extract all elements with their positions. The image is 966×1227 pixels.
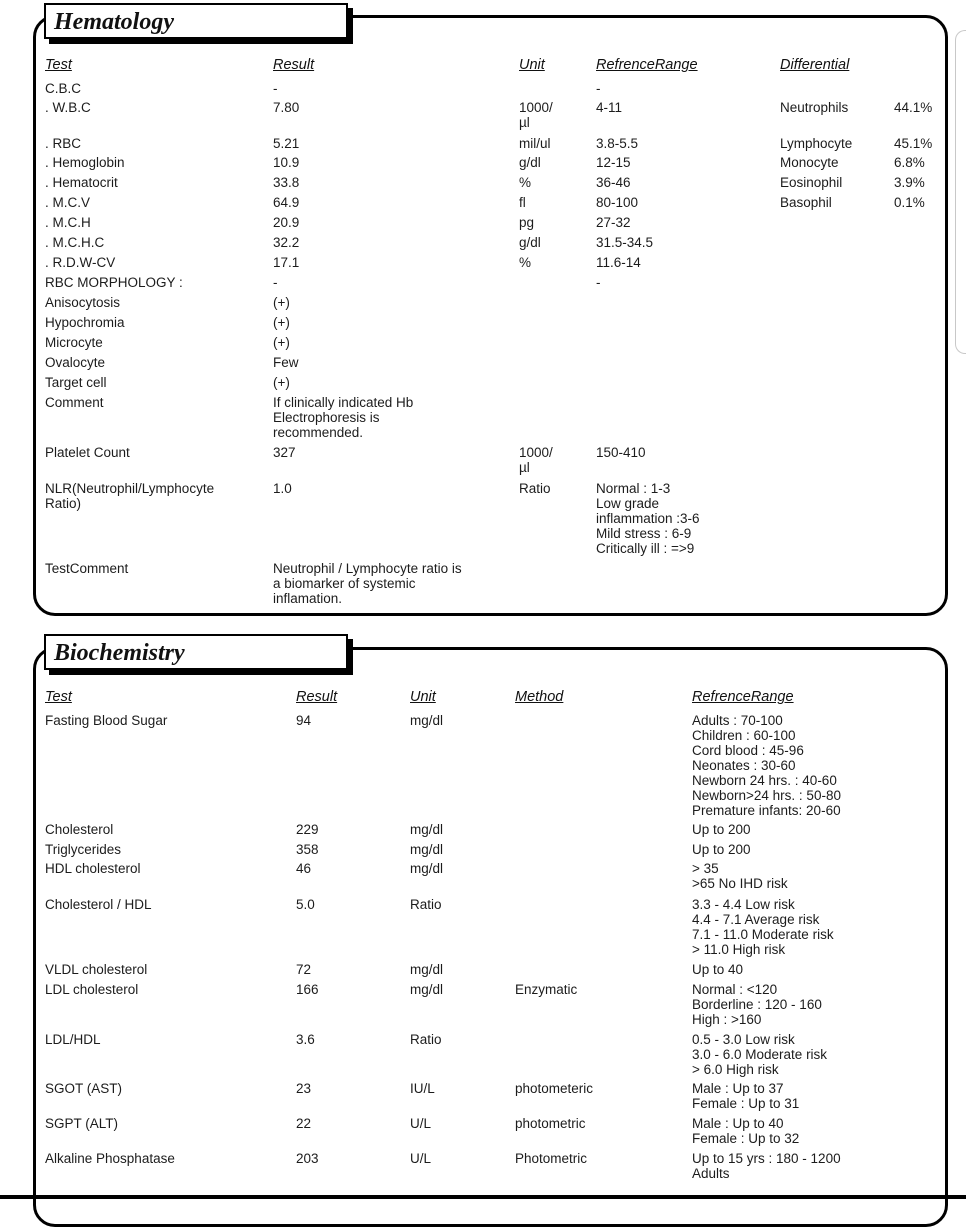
test-unit: 1000/ µl: [519, 100, 553, 130]
differential-name: Lymphocyte: [780, 136, 853, 151]
test-result: 166: [296, 982, 319, 997]
test-name: NLR(Neutrophil/Lymphocyte Ratio): [45, 481, 215, 511]
test-range: 12-15: [596, 155, 631, 170]
test-result: 5.0: [296, 897, 315, 912]
test-range: Male : Up to 40 Female : Up to 32: [692, 1116, 800, 1146]
test-range: 4-11: [596, 100, 623, 115]
test-result: 358: [296, 842, 319, 857]
test-name: HDL cholesterol: [45, 861, 141, 876]
test-unit: mg/dl: [410, 861, 444, 876]
test-method: photometeric: [515, 1081, 594, 1096]
test-name: . M.C.H: [45, 215, 91, 230]
test-unit: fl: [519, 195, 526, 210]
test-name: Triglycerides: [45, 842, 122, 857]
bottom-edge-divider: [0, 1195, 966, 1199]
test-result: If clinically indicated Hb Electrophoresis is recommended.: [273, 395, 414, 440]
test-result: -: [273, 275, 278, 290]
test-name: Hypochromia: [45, 315, 125, 330]
test-name: LDL cholesterol: [45, 982, 139, 997]
test-unit: mg/dl: [410, 842, 444, 857]
test-unit: g/dl: [519, 155, 541, 170]
test-unit: Ratio: [410, 897, 442, 912]
test-result: 33.8: [273, 175, 300, 190]
test-result: 20.9: [273, 215, 300, 230]
test-result: 94: [296, 713, 312, 728]
test-unit: mg/dl: [410, 962, 444, 977]
test-result: 22: [296, 1116, 312, 1131]
differential-name: Monocyte: [780, 155, 839, 170]
test-result: 17.1: [273, 255, 300, 270]
test-name: . M.C.H.C: [45, 235, 105, 250]
test-unit: mg/dl: [410, 822, 444, 837]
test-unit: IU/L: [410, 1081, 435, 1096]
test-name: Anisocytosis: [45, 295, 121, 310]
bio-header-result: Result: [296, 689, 338, 705]
test-range: 3.3 - 4.4 Low risk 4.4 - 7.1 Average risk 7.1 - 11.0 Moderate risk > 11.0 High risk: [692, 897, 834, 957]
test-unit: %: [519, 255, 532, 270]
differential-value: 0.1%: [894, 195, 925, 210]
test-name: . Hemoglobin: [45, 155, 125, 170]
test-range: 36-46: [596, 175, 631, 190]
test-result: 203: [296, 1151, 319, 1166]
test-range: Up to 200: [692, 822, 751, 837]
differential-value: 6.8%: [894, 155, 925, 170]
test-unit: pg: [519, 215, 535, 230]
test-name: . R.D.W-CV: [45, 255, 116, 270]
bio-header-range: RefrenceRange: [692, 689, 794, 705]
test-unit: g/dl: [519, 235, 541, 250]
differential-name: Neutrophils: [780, 100, 849, 115]
test-range: Up to 15 yrs : 180 - 1200 Adults: [692, 1151, 841, 1181]
test-unit: 1000/ µl: [519, 445, 553, 475]
test-name: VLDL cholesterol: [45, 962, 148, 977]
hema-header-test: Test: [45, 57, 72, 73]
hema-header-result: Result: [273, 57, 315, 73]
test-result: 46: [296, 861, 312, 876]
test-range: 27-32: [596, 215, 631, 230]
test-name: Target cell: [45, 375, 107, 390]
test-name: Comment: [45, 395, 104, 410]
hema-header-range: RefrenceRange: [596, 57, 698, 73]
test-name: . Hematocrit: [45, 175, 118, 190]
test-unit: Ratio: [519, 481, 551, 496]
test-name: Alkaline Phosphatase: [45, 1151, 175, 1166]
test-method: Photometric: [515, 1151, 588, 1166]
test-name: LDL/HDL: [45, 1032, 101, 1047]
differential-name: Basophil: [780, 195, 832, 210]
test-name: Ovalocyte: [45, 355, 106, 370]
test-name: SGOT (AST): [45, 1081, 123, 1096]
test-unit: mg/dl: [410, 982, 444, 997]
test-result: (+): [273, 295, 290, 310]
bio-header-test: Test: [45, 689, 72, 705]
test-unit: mil/ul: [519, 136, 551, 151]
test-result: 64.9: [273, 195, 300, 210]
differential-name: Eosinophil: [780, 175, 843, 190]
test-result: Neutrophil / Lymphocyte ratio is a biomarker of systemic inflamation.: [273, 561, 462, 606]
test-name: Cholesterol / HDL: [45, 897, 152, 912]
test-range: -: [596, 81, 601, 96]
test-name: Microcyte: [45, 335, 103, 350]
test-range: 0.5 - 3.0 Low risk 3.0 - 6.0 Moderate risk > 6.0 High risk: [692, 1032, 828, 1077]
test-unit: Ratio: [410, 1032, 442, 1047]
test-method: Enzymatic: [515, 982, 578, 997]
test-name: . RBC: [45, 136, 82, 151]
test-name: TestComment: [45, 561, 129, 576]
test-unit: U/L: [410, 1116, 432, 1131]
differential-value: 3.9%: [894, 175, 925, 190]
test-result: -: [273, 81, 278, 96]
differential-value: 45.1%: [894, 136, 933, 151]
bio-header-method: Method: [515, 689, 564, 705]
test-range: 31.5-34.5: [596, 235, 654, 250]
hematology-title: Hematology: [44, 3, 348, 39]
side-panel-handle[interactable]: [955, 30, 966, 354]
test-range: Up to 200: [692, 842, 751, 857]
test-unit: %: [519, 175, 532, 190]
test-range: > 35 >65 No IHD risk: [692, 861, 788, 891]
test-result: 327: [273, 445, 296, 460]
test-result: 5.21: [273, 136, 300, 151]
test-name: Platelet Count: [45, 445, 130, 460]
test-result: (+): [273, 335, 290, 350]
test-result: 3.6: [296, 1032, 315, 1047]
test-range: Normal : <120 Borderline : 120 - 160 High : >160: [692, 982, 822, 1027]
test-result: 229: [296, 822, 319, 837]
test-range: Normal : 1-3 Low grade inflammation :3-6 Mild stress : 6-9 Critically ill : =>9: [596, 481, 700, 556]
hema-header-differential: Differential: [780, 57, 850, 73]
bio-header-unit: Unit: [410, 689, 436, 705]
test-unit: U/L: [410, 1151, 432, 1166]
test-name: . M.C.V: [45, 195, 91, 210]
test-name: Fasting Blood Sugar: [45, 713, 168, 728]
test-result: 72: [296, 962, 312, 977]
test-result: (+): [273, 315, 290, 330]
test-result: 1.0: [273, 481, 292, 496]
test-result: 32.2: [273, 235, 300, 250]
test-range: Up to 40: [692, 962, 744, 977]
test-range: 3.8-5.5: [596, 136, 639, 151]
test-method: photometric: [515, 1116, 586, 1131]
test-name: C.B.C: [45, 81, 82, 96]
test-range: Adults : 70-100 Children : 60-100 Cord blood : 45-96 Neonates : 30-60 Newborn 24 hrs. : 40-60 Newborn>24 hrs. : 50-80 Premature infants: 20-60: [692, 713, 841, 818]
test-range: Male : Up to 37 Female : Up to 31: [692, 1081, 800, 1111]
test-result: (+): [273, 375, 290, 390]
test-range: 80-100: [596, 195, 639, 210]
test-result: 10.9: [273, 155, 300, 170]
test-name: RBC MORPHOLOGY :: [45, 275, 183, 290]
test-result: 7.80: [273, 100, 300, 115]
test-range: 150-410: [596, 445, 646, 460]
hema-header-unit: Unit: [519, 57, 545, 73]
test-range: 11.6-14: [596, 255, 641, 270]
biochemistry-title: Biochemistry: [44, 634, 348, 670]
differential-value: 44.1%: [894, 100, 933, 115]
test-result: Few: [273, 355, 299, 370]
test-name: . W.B.C: [45, 100, 91, 115]
test-name: SGPT (ALT): [45, 1116, 119, 1131]
test-result: 23: [296, 1081, 312, 1096]
test-range: -: [596, 275, 601, 290]
test-name: Cholesterol: [45, 822, 114, 837]
test-unit: mg/dl: [410, 713, 444, 728]
